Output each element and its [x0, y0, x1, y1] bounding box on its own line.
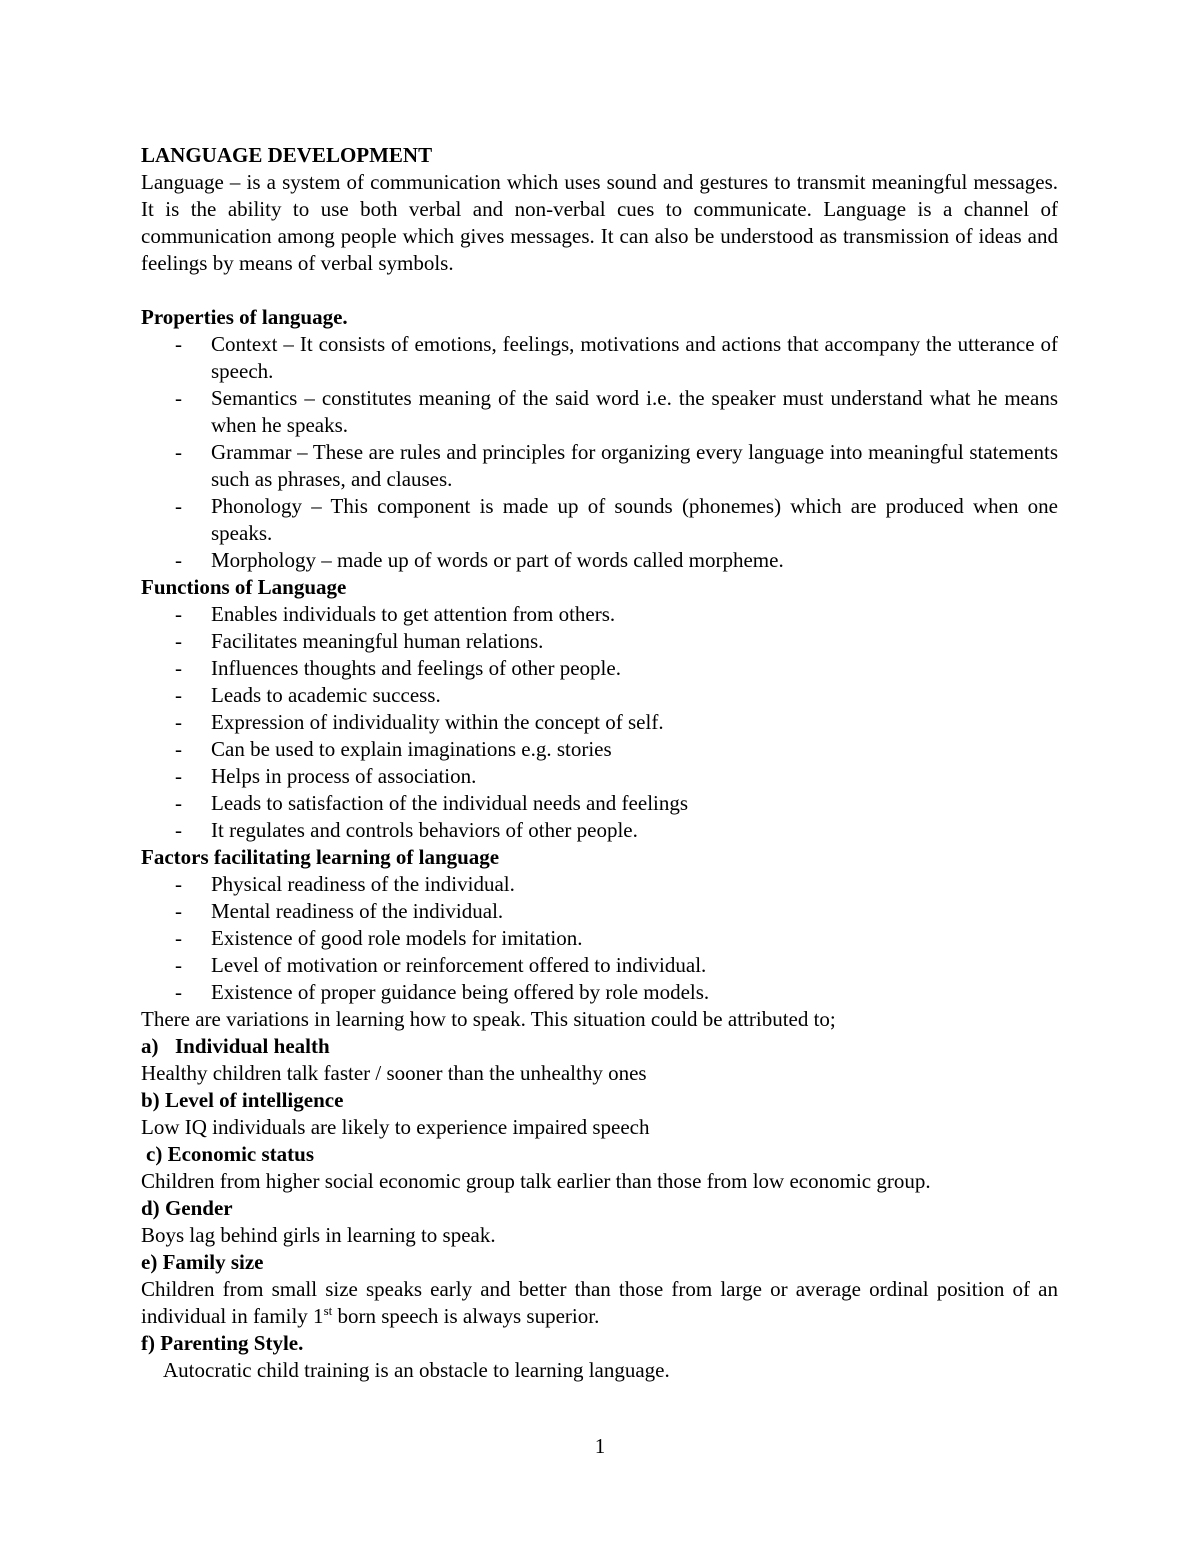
list-item-text: Phonology – This component is made up of sounds (phonemes) which are produced when one speaks. [211, 494, 1058, 545]
dash-bullet: - [175, 548, 182, 572]
variation-text: Boys lag behind girls in learning to speak. [141, 1223, 496, 1247]
intro-paragraph: Language – is a system of communication which uses sound and gestures to transmit meaningful messages. It is the ability to use both verbal and non-verbal cues to communicate. Language is a channel of communication among people which gives messages. It can also be understood as transmission of ideas and feelings by means of verbal symbols. [141, 170, 1058, 275]
list-item-text: Mental readiness of the individual. [211, 899, 504, 923]
variation-text-part: Children from small size speaks early and better than those from large or average ordinal position of an individual in family 1 [141, 1277, 1058, 1328]
dash-bullet: - [175, 656, 182, 680]
list-item [141, 790, 1058, 817]
variation-text-part: born speech is always superior. [332, 1304, 600, 1328]
page-number: 1 [594, 1434, 606, 1458]
variation-title: Gender [164, 1196, 233, 1220]
list-item [141, 952, 1058, 979]
dash-bullet: - [175, 332, 182, 356]
document-page [141, 142, 1058, 1384]
list-item [141, 655, 1058, 682]
list-item [141, 817, 1058, 844]
variation-heading-gender [141, 1195, 1058, 1222]
list-item-text: Semantics – constitutes meaning of the said word i.e. the speaker must understand what he means when he speaks. [211, 386, 1058, 437]
list-item-text: Expression of individuality within the concept of self. [211, 710, 664, 734]
list-item [141, 628, 1058, 655]
list-item [141, 385, 1058, 439]
list-item-text: It regulates and controls behaviors of other people. [211, 818, 638, 842]
variations-intro: There are variations in learning how to speak. This situation could be attributed to; [141, 1007, 836, 1031]
list-item-text: Leads to satisfaction of the individual needs and feelings [211, 791, 689, 815]
variation-title: Level of intelligence [164, 1088, 344, 1112]
list-item-text: Can be used to explain imaginations e.g. stories [211, 737, 612, 761]
list-item-text: Existence of proper guidance being offered by role models. [211, 980, 710, 1004]
list-item [141, 493, 1058, 547]
variation-heading-individual-health [141, 1033, 1058, 1060]
list-item-text: Physical readiness of the individual. [211, 872, 515, 896]
list-item-text: Facilitates meaningful human relations. [211, 629, 544, 653]
variation-letter: a) [141, 1034, 159, 1058]
list-item-text: Helps in process of association. [211, 764, 477, 788]
dash-bullet: - [175, 980, 182, 1004]
dash-bullet: - [175, 440, 182, 464]
dash-bullet: - [175, 629, 182, 653]
variation-title: Family size [162, 1250, 264, 1274]
variation-letter: c) [146, 1142, 163, 1166]
list-item [141, 736, 1058, 763]
list-item [141, 979, 1058, 1006]
dash-bullet: - [175, 953, 182, 977]
list-item-text: Level of motivation or reinforcement offered to individual. [211, 953, 707, 977]
variation-letter: e) [141, 1250, 158, 1274]
functions-list [141, 601, 1058, 844]
list-item [141, 439, 1058, 493]
list-item [141, 763, 1058, 790]
dash-bullet: - [175, 899, 182, 923]
dash-bullet: - [175, 710, 182, 734]
variation-letter: b) [141, 1088, 160, 1112]
variation-heading-economic-status [141, 1141, 1058, 1168]
variation-text [141, 1276, 1058, 1330]
variation-title: Individual health [175, 1034, 330, 1058]
dash-bullet: - [175, 494, 182, 518]
list-item-text: Existence of good role models for imitation. [211, 926, 583, 950]
list-item [141, 331, 1058, 385]
variation-text: Autocratic child training is an obstacle to learning language. [163, 1358, 670, 1382]
variation-letter: f) [141, 1331, 155, 1355]
list-item-text: Influences thoughts and feelings of other people. [211, 656, 621, 680]
list-item-text: Grammar – These are rules and principles for organizing every language into meaningful statements such as phrases, and clauses. [211, 440, 1058, 491]
list-item-text: Morphology – made up of words or part of words called morpheme. [211, 548, 784, 572]
properties-list [141, 331, 1058, 574]
list-item [141, 682, 1058, 709]
list-item [141, 925, 1058, 952]
dash-bullet: - [175, 818, 182, 842]
blank-line [141, 277, 1058, 304]
ordinal-suffix: st [323, 1303, 333, 1318]
dash-bullet: - [175, 872, 182, 896]
dash-bullet: - [175, 764, 182, 788]
dash-bullet: - [175, 737, 182, 761]
variation-heading-intelligence [141, 1087, 1058, 1114]
factors-list [141, 871, 1058, 1006]
dash-bullet: - [175, 926, 182, 950]
list-item [141, 898, 1058, 925]
factors-heading: Factors facilitating learning of language [141, 845, 500, 869]
list-item-text: Leads to academic success. [211, 683, 441, 707]
variation-title: Economic status [167, 1142, 314, 1166]
list-item [141, 547, 1058, 574]
functions-heading: Functions of Language [141, 575, 347, 599]
variation-text: Healthy children talk faster / sooner than the unhealthy ones [141, 1061, 647, 1085]
variation-heading-parenting-style [141, 1330, 1058, 1357]
list-item-text: Context – It consists of emotions, feelings, motivations and actions that accompany the utterance of speech. [211, 332, 1058, 383]
dash-bullet: - [175, 791, 182, 815]
variation-heading-family-size [141, 1249, 1058, 1276]
variation-text: Low IQ individuals are likely to experience impaired speech [141, 1115, 650, 1139]
dash-bullet: - [175, 386, 182, 410]
properties-heading: Properties of language. [141, 305, 348, 329]
variation-text: Children from higher social economic group talk earlier than those from low economic group. [141, 1169, 931, 1193]
dash-bullet: - [175, 602, 182, 626]
list-item [141, 601, 1058, 628]
variation-title: Parenting Style. [160, 1331, 304, 1355]
list-item [141, 709, 1058, 736]
list-item [141, 871, 1058, 898]
dash-bullet: - [175, 683, 182, 707]
variation-letter: d) [141, 1196, 160, 1220]
document-title: LANGUAGE DEVELOPMENT [141, 143, 433, 167]
list-item-text: Enables individuals to get attention from others. [211, 602, 616, 626]
